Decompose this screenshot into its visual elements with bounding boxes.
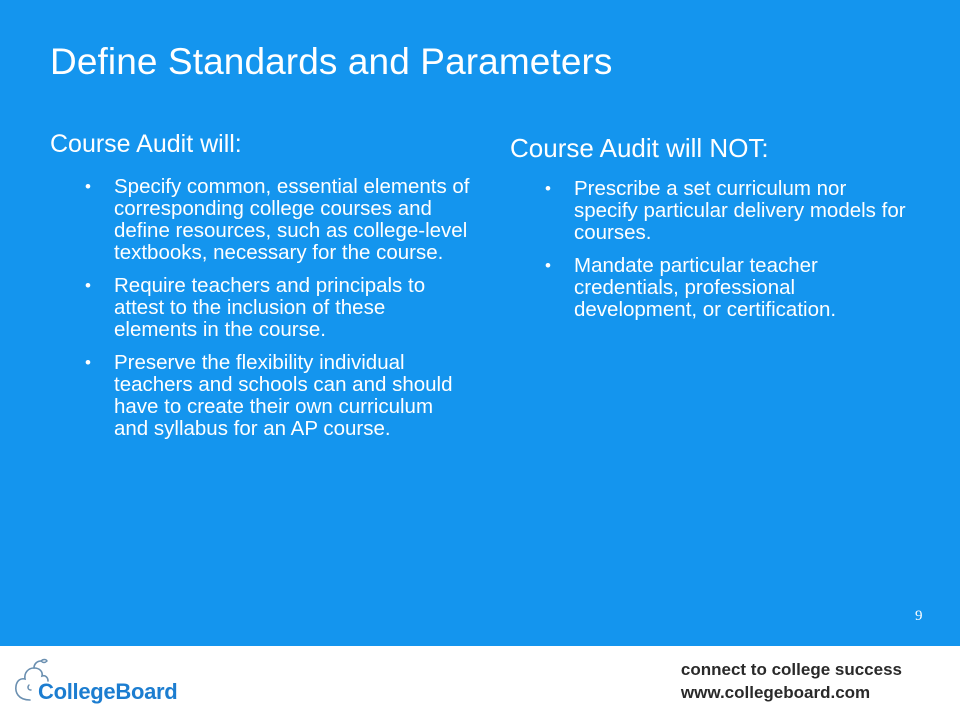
left-column-heading: Course Audit will: — [50, 130, 242, 158]
bullet-icon: • — [85, 177, 91, 196]
list-item — [542, 178, 910, 244]
collegeboard-logo — [12, 656, 212, 712]
right-bullet-list — [510, 178, 910, 321]
tagline — [681, 658, 902, 704]
bullet-icon: • — [85, 353, 91, 372]
list-item — [82, 352, 470, 440]
slide-title: Define Standards and Parameters — [50, 41, 613, 82]
list-item — [82, 275, 470, 341]
footer — [0, 646, 960, 720]
bullet-icon: • — [85, 276, 91, 295]
list-item-text: Specify common, essential elements of corresponding college courses and define resources, such as college-level textbooks, necessary for the course. — [114, 175, 470, 264]
website-url: www.collegeboard.com — [680, 683, 871, 702]
list-item-text: Prescribe a set curriculum nor specify particular delivery models for courses. — [574, 177, 906, 244]
bullet-icon: • — [545, 179, 551, 198]
bullet-icon: • — [545, 256, 551, 275]
page-number: 9 — [915, 608, 923, 624]
list-item-text: Preserve the flexibility individual teachers and schools can and should have to create their own curriculum and syllabus for an AP course. — [114, 351, 453, 440]
list-item — [82, 176, 470, 264]
list-item-text: Mandate particular teacher credentials, professional development, or certification. — [574, 254, 837, 321]
list-item-text: Require teachers and principals to attest to the inclusion of these elements in the course. — [114, 274, 426, 341]
left-column — [50, 128, 470, 451]
right-column-heading: Course Audit will NOT: — [510, 133, 769, 163]
tagline-line: connect to college success — [680, 660, 902, 679]
logo-text: CollegeBoard — [38, 679, 178, 704]
left-bullet-list — [50, 176, 470, 440]
list-item — [542, 255, 910, 321]
right-column — [510, 132, 910, 332]
